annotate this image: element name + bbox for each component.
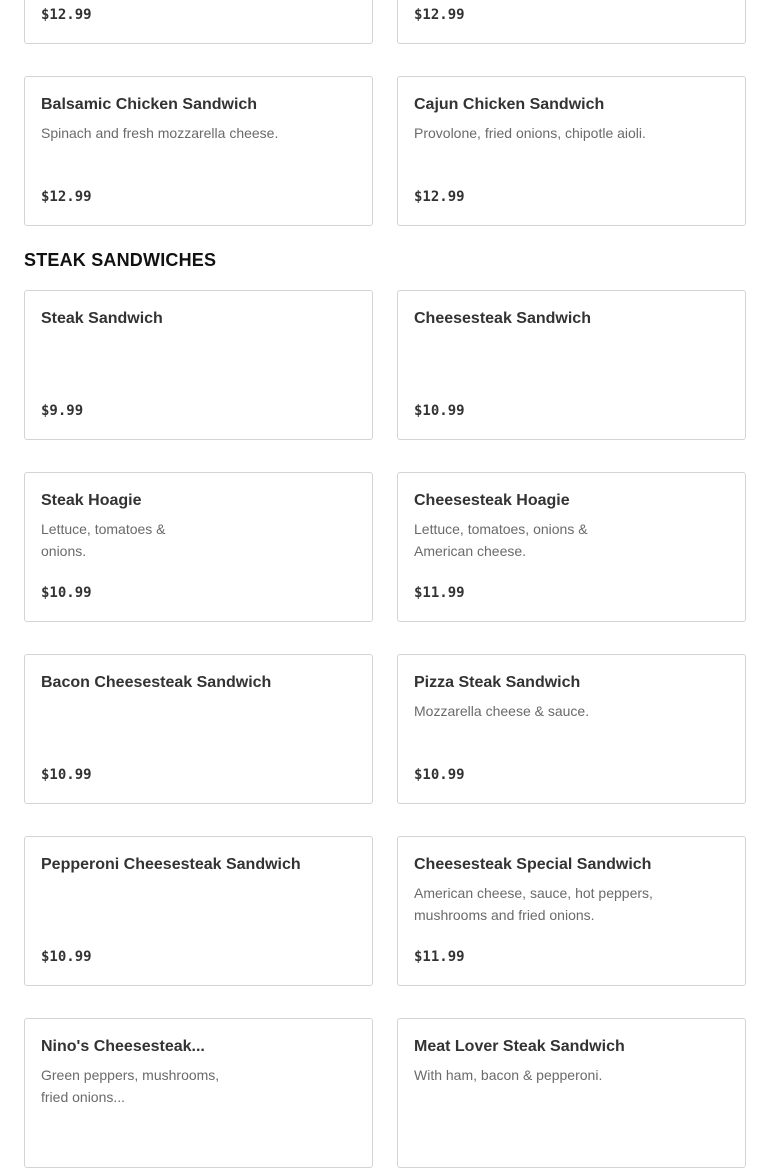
item-description: Mozzarella cheese & sauce. xyxy=(414,703,590,719)
item-name: Bacon Cheesesteak Sandwich xyxy=(41,674,272,691)
section-title: STEAK SANDWICHES xyxy=(24,250,217,270)
item-price: $12.99 xyxy=(414,7,465,23)
item-name: Nino's Cheesesteak... xyxy=(41,1038,205,1055)
menu-item-card[interactable] xyxy=(24,290,373,440)
item-name: Steak Sandwich xyxy=(41,310,163,327)
menu-item-card[interactable] xyxy=(397,472,746,622)
menu-item-card[interactable] xyxy=(397,654,746,804)
item-name: Balsamic Chicken Sandwich xyxy=(41,96,258,113)
menu-item-card[interactable] xyxy=(397,0,746,44)
item-description: Green peppers, mushrooms, fried onions... xyxy=(41,1067,220,1105)
item-name: Pizza Steak Sandwich xyxy=(414,674,581,691)
item-name: Pepperoni Cheesesteak Sandwich xyxy=(41,856,301,873)
item-description: Spinach and fresh mozzarella cheese. xyxy=(41,125,279,141)
item-name: Cheesesteak Special Sandwich xyxy=(414,856,652,873)
menu-item-card[interactable] xyxy=(24,1018,373,1168)
menu-item-card[interactable] xyxy=(397,290,746,440)
item-description: Provolone, fried onions, chipotle aioli. xyxy=(414,125,646,141)
item-price: $10.99 xyxy=(41,949,92,965)
item-name: Cheesesteak Sandwich xyxy=(414,310,591,327)
menu-item-card[interactable] xyxy=(24,836,373,986)
item-description: American cheese, sauce, hot peppers, mushrooms and fried onions. xyxy=(414,885,653,923)
item-price: $10.99 xyxy=(414,767,465,783)
item-description: Lettuce, tomatoes, onions & American cheese. xyxy=(414,521,588,559)
item-price: $12.99 xyxy=(41,189,92,205)
menu-item-card[interactable] xyxy=(397,836,746,986)
item-price: $10.99 xyxy=(41,767,92,783)
item-description: Lettuce, tomatoes & onions. xyxy=(41,521,166,559)
item-name: Cajun Chicken Sandwich xyxy=(414,96,605,113)
menu-item-card[interactable] xyxy=(24,654,373,804)
item-price: $11.99 xyxy=(414,585,465,601)
menu-item-card[interactable] xyxy=(24,0,373,44)
menu-item-card[interactable] xyxy=(24,76,373,226)
item-price: $10.99 xyxy=(414,403,465,419)
item-name: Cheesesteak Hoagie xyxy=(414,492,570,509)
item-price: $10.99 xyxy=(41,585,92,601)
item-name: Meat Lover Steak Sandwich xyxy=(414,1038,625,1055)
menu-item-card[interactable] xyxy=(24,472,373,622)
item-price: $12.99 xyxy=(41,7,92,23)
item-price: $9.99 xyxy=(41,403,84,419)
menu-item-card[interactable] xyxy=(397,76,746,226)
menu-item-card[interactable] xyxy=(397,1018,746,1168)
item-description: With ham, bacon & pepperoni. xyxy=(414,1067,603,1083)
item-name: Steak Hoagie xyxy=(41,492,142,509)
item-price: $11.99 xyxy=(414,949,465,965)
item-price: $12.99 xyxy=(414,189,465,205)
